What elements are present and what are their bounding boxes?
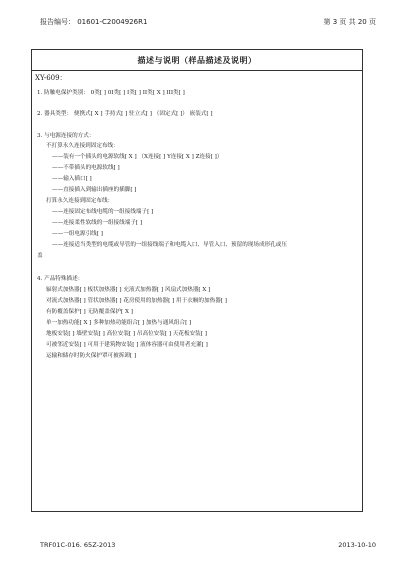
line-cable-terminals-cont: 盖	[37, 253, 43, 259]
report-number: 报告编号： 01601-C2004926R1	[40, 18, 148, 26]
line-heating-functions: 单一加热功能[ X ] 多种加热功能组合[ ] 加热与通风组合[ ]	[46, 320, 192, 326]
line-not-permanent: 不打算永久连接到固定布线：	[46, 143, 119, 149]
line-cord-with-plug: ——装有一个插头的电源软线[ X ] （X连接[ ] Y连接[ X ] Z连接[ ]）	[52, 154, 223, 160]
description-table	[31, 49, 363, 512]
line-cord-no-plug: ——不带插头的电源软线[ ]	[52, 165, 120, 171]
form-number: TRF01C-016. 65Z-2013	[40, 541, 116, 549]
line-mounting: 地板安装[ ] 墙壁安装[ ] 高位安装[ ] 吊高位安装[ ] 天花板安装[ ]	[46, 331, 207, 337]
line-special-description: 4. 产品特殊描述：	[37, 276, 84, 282]
line-appliance-inlet: ——输入插口[ ]	[52, 176, 92, 182]
line-cover-protection: 有防覆盖保护[ ] 无防覆盖保护[ X ]	[46, 309, 133, 315]
line-appliance-type: 2. 器具类型： 便携式[ X ] 手持式[ ] 驻立式[ ] （固定式[ ]） 嵌装式[ ]	[37, 111, 213, 117]
line-permanent: 打算永久连接到固定布线：	[46, 198, 114, 204]
page-indicator: 第 3 页 共 20 页	[323, 18, 376, 26]
form-date: 2013-10-10	[338, 541, 376, 549]
line-cable-terminals: ——连接适当类型的电缆或导管的一组接线端子和电缆入口、导管入口、预留的现场成形孔或压	[52, 242, 287, 248]
line-transport-guard: 运输和储存时防火保护罩可被拆卸[ ]	[46, 353, 137, 359]
line-heater-types-2: 对流式加热器[ ] 管状加热器[ ] 花房使用的加热器[ ] 用于衣橱的加热器[ ]	[46, 298, 227, 304]
line-installation: 可被邻近安装[ ] 可用于建筑物安装[ ] 液体容器可由使用者充灌[ ]	[46, 342, 208, 348]
line-supply-leads: ——一组电源引线[ ]	[52, 231, 103, 237]
line-direct-plug-in: ——直接插入到输出插座的插脚[ ]	[52, 187, 137, 193]
line-fixed-wiring-terminals: ——连接固定布线电缆的一组接线端子[ ]	[52, 209, 154, 215]
line-heater-types-1: 辐射式加热器[ ] 板状加热器[ ] 充液式加热器[ ] 风扇式加热器[ X ]	[46, 287, 211, 293]
line-supply-connection: 3. 与电源连接的方式：	[37, 133, 95, 139]
section-title: 描述与说明（样品描述及说明）	[32, 50, 362, 71]
line-shock-class: 1. 防触电保护类别： 0类[ ] 0I类[ ] I类[ ] II类[ X ] III类[ ]	[37, 90, 185, 96]
model-number: XY-609：	[35, 74, 67, 82]
line-flexible-cord-terminals: ——连接柔性软线的一组接线端子[ ]	[52, 220, 143, 226]
